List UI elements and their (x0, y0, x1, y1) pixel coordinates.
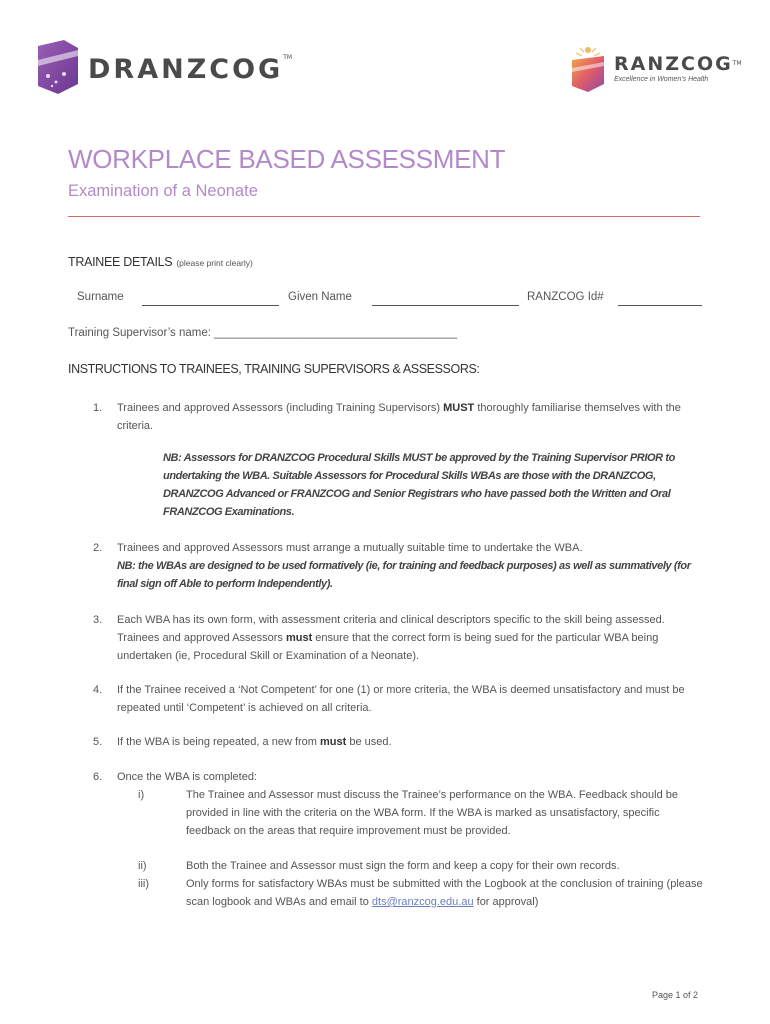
dranzcog-logo (34, 38, 292, 96)
instructions-heading: INSTRUCTIONS TO TRAINEES, TRAINING SUPERVISORS & ASSESSORS: (68, 362, 480, 376)
ranzcog-wordmark: RANZCOG (614, 53, 733, 75)
dranzcog-wordmark: DRANZCOG (88, 53, 284, 85)
page-subtitle: Examination of a Neonate (68, 182, 258, 200)
surname-label: Surname (77, 291, 124, 303)
item-text: thoroughly familiarise themselves with the criteria. (117, 402, 681, 432)
item-number: 4. (93, 684, 103, 696)
trainee-details-heading (68, 255, 253, 269)
ranzcog-id-field[interactable] (618, 305, 702, 306)
item-text: Trainees and approved Assessors (including Training Supervisors) (117, 402, 444, 414)
must-emphasis: MUST (443, 402, 475, 414)
trademark: TM (283, 53, 293, 61)
given-name-field[interactable] (372, 305, 519, 306)
item-text: Each WBA has its own form, with assessment criteria and clinical descriptors specific to the skill being assessed. Trainees and approved Assessors (117, 614, 665, 644)
must-emphasis: must (285, 632, 313, 644)
item-number: 6. (93, 771, 103, 783)
sub-item-number: ii) (138, 860, 147, 872)
item-number: 2. (93, 542, 103, 554)
sub-item-text: Both the Trainee and Assessor must sign the form and keep a copy for their own records. (186, 860, 620, 872)
item-text: be used. (346, 736, 392, 748)
dranzcog-shield-icon (34, 38, 80, 96)
ranzcog-id-label: RANZCOG Id# (527, 291, 604, 303)
sub-item-text: The Trainee and Assessor must discuss the Trainee’s performance on the WBA. Feedback should be provided in line with the criteria on the WBA form. If the WBA is marked as unsatisfactory, specific feedback on the areas that require improvement must be provided. (186, 789, 679, 837)
assessor-approval-note: NB: Assessors for DRANZCOG Procedural Skills MUST be approved by the Training Supervisor PRIOR to undertaking the WBA. Suitable Assessors for Procedural Skills WBAs are those with the DRANZCOG, DRANZCOG Advanced or FRANZCOG and Senior Registrars who have passed both the Written and Oral FRANZCOG Examinations. (163, 452, 675, 518)
print-clearly-note: (please print clearly) (176, 258, 253, 268)
item-text: If the WBA is being repeated, a new from (117, 736, 320, 748)
item-text: If the Trainee received a ‘Not Competent’ for one (1) or more criteria, the WBA is deemed unsatisfactory and must be repeated until ‘Competent’ is achieved on all criteria. (117, 684, 685, 714)
formative-note: NB: the WBAs are designed to be used formatively (ie, for training and feedback purposes) as well as summatively (for final sign off Able to perform Independently). (117, 560, 691, 590)
sub-item-number: i) (138, 789, 145, 801)
item-number: 1. (93, 402, 103, 414)
trainee-details-title: TRAINEE DETAILS (68, 255, 173, 269)
given-name-label: Given Name (288, 291, 352, 303)
ranzcog-logo (570, 44, 742, 94)
sub-item-number: iii) (138, 878, 149, 890)
item-text: Once the WBA is completed: (117, 771, 258, 783)
item-text: Trainees and approved Assessors must arrange a mutually suitable time to undertake the WBA. (117, 542, 583, 554)
ranzcog-tagline: Excellence in Women's Health (614, 76, 709, 83)
item-number: 3. (93, 614, 103, 626)
ranzcog-shield-icon (570, 44, 606, 94)
trademark: TM (732, 60, 742, 67)
item-text: ensure that the correct form is being sued for the particular WBA being undertaken (ie, Procedural Skill or Examination of a Neonate). (117, 632, 659, 662)
training-supervisor-field[interactable]: Training Supervisor’s name: ______________________________________ (68, 327, 458, 339)
item-number: 5. (93, 736, 103, 748)
page-number: Page 1 of 2 (652, 990, 699, 1000)
dts-email-link[interactable]: dts@ranzcog.edu.au (371, 896, 474, 908)
sub-item-text: Only forms for satisfactory WBAs must be submitted with the Logbook at the conclusion of training (please scan logbook and WBAs and email to (186, 878, 703, 908)
must-emphasis: must (320, 736, 347, 748)
surname-field[interactable] (142, 305, 279, 306)
sub-item-text: for approval) (473, 896, 539, 908)
page-title: WORKPLACE BASED ASSESSMENT (68, 144, 506, 174)
title-divider (68, 216, 700, 217)
